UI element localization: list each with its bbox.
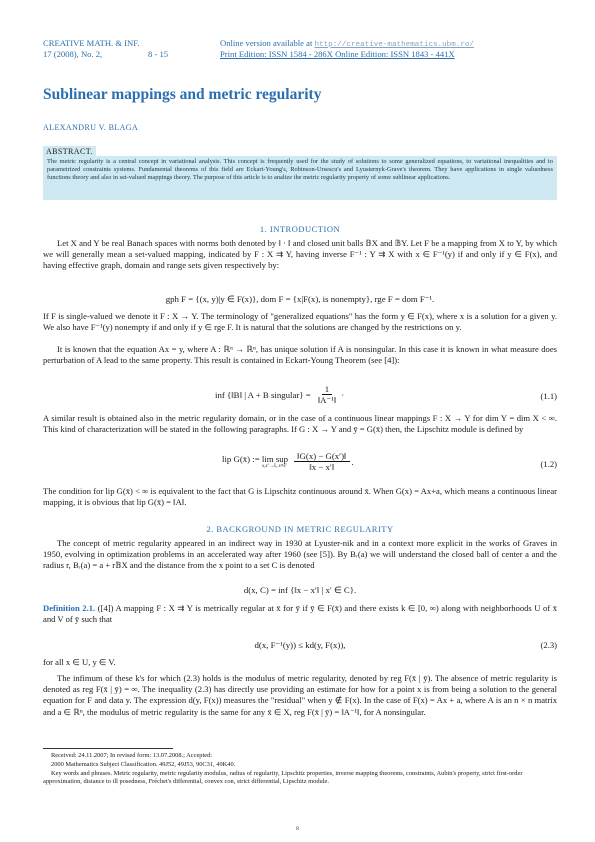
online-prefix: Online version available at	[220, 38, 313, 48]
eq12-fraction	[294, 451, 349, 472]
footnote-rule	[43, 748, 173, 749]
paper-author: ALEXANDRU V. BLAGA	[43, 123, 139, 132]
equation-distance: d(x, C) = inf {‖x − x′‖ | x′ ∈ C}.	[243, 585, 357, 595]
definition-text: ([4]) A mapping F : X ⇉ Y is metrically regular at x̄ for ȳ if ȳ ∈ F(x̄) and there exists k ∈ [0, ∞) along with neighborhoods U of x̄ and V of ȳ such that	[43, 603, 558, 625]
equation-number: (1.2)	[540, 459, 557, 469]
eq12-numerator: ‖G(x) − G(x′)‖	[294, 451, 349, 462]
paragraph: It is known that the equation Ax = y, where A : ℝⁿ → ℝⁿ, has unique solution if A is nonsingular. In this case it is known in what measure does perturbation of A lead to the same property. This result is contained in Eckart-Young Theorem (see [4]):	[43, 344, 557, 366]
footnote-received: Received: 24.11.2007; In revised form: 13.07.2008.; Accepted:	[51, 752, 213, 759]
online-url-link[interactable]: http://creative-mathematics.ubm.ro/	[314, 41, 475, 49]
definition-label: Definition 2.1.	[43, 603, 96, 613]
abstract-box	[43, 156, 557, 200]
paragraph: for all x ∈ U, y ∈ V.	[43, 657, 116, 667]
journal-pages: 8 - 15	[148, 49, 169, 59]
eq11-numerator: 1	[322, 384, 332, 395]
footnote-keywords: Key words and phrases. Metric regularity, metric regularity modulus, radius of regularity, Lipschitz properties, inverse mapping theorems, constraints, Aubin's property, strict first-order approximation, distance to ill posedness, Fréchet's differential, convex con, strict differential, Lipschitz module.	[43, 770, 523, 786]
equation-graph-domain-range: gph F = {(x, y)|y ∈ F(x)}, dom F = {x|F(x), is nonempty}, rge F = dom F⁻¹.	[165, 294, 435, 304]
eq11-denominator: ‖A⁻¹‖	[317, 395, 337, 405]
equation-1-1: inf {‖B‖ | A + B singular} = $\frac{1}{\text{‖A⁻¹‖}}$ ·	[215, 384, 345, 405]
abstract-label: ABSTRACT.	[43, 146, 96, 157]
abstract-text: The metric regularity is a central concept in variational analysis. This concept is frequently used for the study of solutions to some generalized equations, to variational inequalities and to parametrized constraints systems. Fundamental theorems of this field are Eckart-Young's, Robinson-Ursescu's and Lyusternyk-Grave's theorem. They have applications in single valuedness functions theory and also in set-valued mappings theory. The purpose of this article is to analize the metric regularity property of some sublinear applications.	[47, 158, 553, 182]
paragraph: The concept of metric regularity appeared in an indirect way in 1930 at Lyuster-nik and in a context more explicit in the works of Graves in 1950, evolving in optimization problems in an accelerated way after 1960 (see [5]). By Bᵣ(a) we will understand the closed ball of center a and the radius r, Bᵣ(a) = a + r𝔹X and the distance from the x point to a set C is denoted	[43, 538, 557, 571]
paragraph: If F is single-valued we denote it F : X → Y. The terminology of "generalized equations" has the form y ∈ F(x), where x is a solution for a given y. We also have F⁻¹(y) nonempty if and only if y ∈ rge F. It is natural that the solutions are changed by the restrictions on y.	[43, 311, 557, 333]
paragraph: A similar result is obtained also in the metric regularity domain, or in the case of a continuous linear mappings F : X → Y for dim Y = dim X < ∞. This kind of characterization will be stated in the following paragraphs. If G : X → Y and ȳ = G(x̄) then, the Lipschitz module is defined by	[43, 413, 557, 435]
definition-2-1	[43, 603, 557, 625]
paragraph: The condition for lip G(x̄) < ∞ is equivalent to the fact that G is Lipschitz continuous around x̄. When G(x) = Ax+a, which means a continuous linear mapping, it is obvious that lip G(x̄) = ‖A‖.	[43, 486, 557, 508]
paper-title: Sublinear mappings and metric regularity	[43, 86, 322, 103]
eq12-denominator: ‖x − x′‖	[309, 462, 335, 472]
eq11-lhs: inf {‖B‖ | A + B singular} =	[215, 390, 311, 400]
eq12-subscript: x,x′→x̄, x≠x′	[262, 463, 287, 469]
print-edition: Print Edition: ISSN 1584 - 286X Online Edition: ISSN 1843 - 441X	[220, 49, 455, 59]
equation-number: (2.3)	[540, 640, 557, 650]
paragraph: Let X and Y be real Banach spaces with norms both denoted by ‖ · ‖ and closed unit balls 𝔹X and 𝔹Y. Let F be a mapping from X to Y, by which we will generally mean a set-valued mapping, indicated by F : X ⇉ Y, having inverse F⁻¹ : Y ⇉ X with x ∈ F⁻¹(y) if and only if y ∈ F(x), and having effective graph, domain and range sets given respectively by:	[43, 238, 557, 271]
page-number: 8	[296, 826, 299, 832]
journal-volume: 17 (2008), No. 2,	[43, 49, 103, 59]
footnote-msc: 2000 Mathematics Subject Classification. 49J52, 49J53, 90C31, 49K40.	[51, 761, 236, 768]
paragraph: The infimum of these k's for which (2.3) holds is the modulus of metric regularity, denoted by reg F(x̄ | ȳ). The absence of metric regularity is denoted as reg F(x̄ | ȳ) = ∞. The inequality (2.3) has directly use providing an estimate for how for a point x is from being a solution to the general equation for F and data y. The expression d(y, F(x)) measures the "residual" when y ∉ F(x). In the case of F(x) = Ax + a, where A is an n × n matrix and a ∈ ℝⁿ, the modulus of metric regularity is the same for any x̄ ∈ X, reg F(x̄ | ȳ) = ‖A⁻¹‖, for A nonsingular.	[43, 673, 557, 717]
equation-1-2: lip G(x̄) := lim sup x,x′→x̄, x≠x′ $\frac{‖G(x) - G(x')‖}{‖x - x'‖}$ .	[222, 451, 354, 472]
section-heading-introduction: 1. INTRODUCTION	[259, 224, 341, 234]
section-heading-background: 2. BACKGROUND IN METRIC REGULARITY	[206, 524, 394, 534]
eq12-lhs: lip G(x̄) := lim sup	[222, 453, 289, 464]
journal-name: CREATIVE MATH. & INF.	[43, 38, 140, 48]
equation-2-3: d(x, F⁻¹(y)) ≤ kd(y, F(x)),	[254, 640, 346, 650]
eq11-fraction	[315, 384, 340, 406]
equation-number: (1.1)	[540, 391, 557, 401]
